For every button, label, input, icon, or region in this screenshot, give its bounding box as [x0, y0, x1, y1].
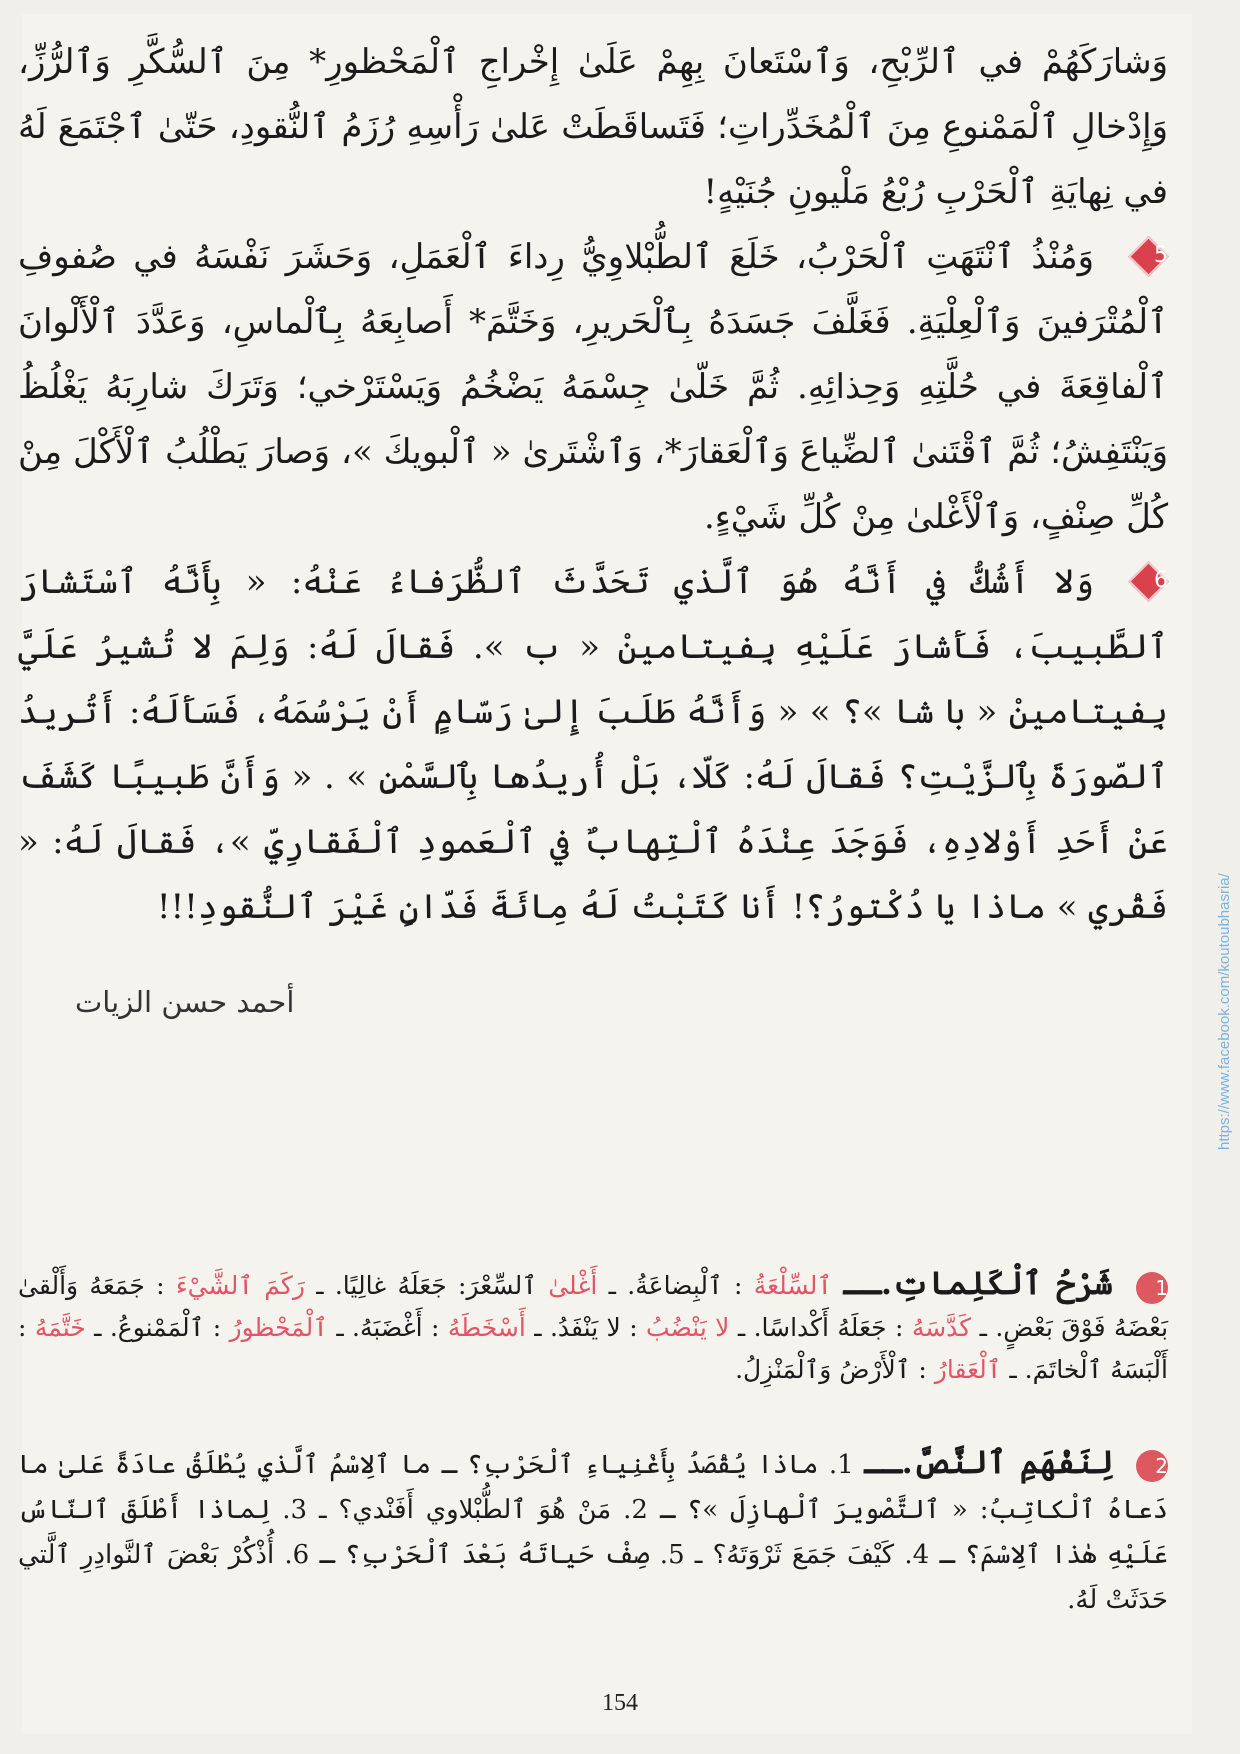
vocab-term: لا يَنْضُبُ: [646, 1313, 730, 1342]
paragraph-text: وَلا أَشُكُّ في أَنَّهُ هُوَ ٱلَّذي تَحَدَّثَ ٱلظُّرَفاءُ عَنْهُ: « بِأَنَّهُ ٱسْتَشارَ ٱلطَّبيبَ، فَأَشارَ عَلَيْهِ بِفيتامينْ « ب ». فَقالَ لَهُ: وَلِمَ لا تُشيرُ عَلَيَّ بِفيتامينْ « با شا »؟ » « وَأَنَّهُ طَلَبَ إِلىٰ رَسّامٍ أَنْ يَرْسُمَهُ، فَسَأَلَهُ: أَتُريدُ ٱلصّورَةَ بِٱلزَّيْتِ؟ فَقالَ لَهُ: كَلّا، بَلْ أُريدُها بِٱلسَّمْنِ » . « وَأَنَّ طَبيبًا كَشَفَ عَنْ أَحَدِ أَوْلادِهِ، فَوَجَدَ عِنْدَهُ ٱلْتِهابٌ في ٱلْعَمودِ ٱلْفَقارِيِّ »، فَقالَ لَهُ: « فَقْري » ماذا يا دُكْتورُ؟! أَنا كَتَبْتُ لَهُ مِائَةَ فَدّانٍ غَيْرَ ٱلنُّقودِ!!!: [18, 562, 1168, 927]
vocab-definition: : أَغْضَبَهُ. ـ: [336, 1313, 440, 1342]
paragraph-5: [18, 225, 1168, 550]
vocab-term: كَدَّسَهُ: [911, 1313, 972, 1342]
paragraph-number: 5: [1154, 243, 1168, 268]
comprehension-section: [18, 1440, 1168, 1623]
vocab-entry: [534, 1313, 729, 1342]
section-title: شَرْحُ ٱلْكَلِماتِ.ــ: [843, 1264, 1113, 1302]
vocab-definition: : ٱلْمَمْنوعُ. ـ: [94, 1313, 222, 1342]
vocab-term: أَغْلىٰ: [548, 1271, 598, 1300]
vocabulary-section: [18, 1262, 1168, 1391]
vocab-entry: [738, 1313, 971, 1342]
paragraph-number: 6: [1154, 568, 1169, 593]
vocab-definition: ٱلسِّعْرَ: جَعَلَهُ غالِيًا. ـ: [316, 1271, 537, 1300]
vocab-definition: : ٱلْبِضاعَةُ. ـ: [608, 1271, 743, 1300]
vocab-definition: : أَلْبَسَهُ ٱلْخاتَمَ. ـ: [18, 1313, 1168, 1384]
paragraph-number-badge: [1128, 236, 1168, 276]
vocab-term: أَسْخَطَهُ: [447, 1313, 526, 1342]
paragraph-number-badge: [1128, 561, 1168, 601]
section-number: 2: [1136, 1450, 1168, 1482]
comprehension-questions: 1. ماذا يُقْصَدُ بِأَغْنِياءِ ٱلْحَرْبِ؟ ـ ما ٱلِاسْمُ ٱلَّذي يُطْلَقُ عادَةً عَلىٰ ما دَعاهُ ٱلْكاتِبُ: « ٱلتَّصْويرَ ٱلْهازِلَ »؟ ـ 2. مَنْ هُوَ ٱلطُّبْلاوي أَفَنْدي؟ ـ 3. لِماذا أَطْلَقَ ٱلنّاسُ عَلَيْهِ هٰذا ٱلِاسْمَ؟ ـ 4. كَيْفَ جَمَعَ ثَرْوَتَهُ؟ ـ 5. صِفْ حَياتَهُ بَعْدَ ٱلْحَرْبِ؟ ـ 6. أُذْكُرْ بَعْضَ ٱلنَّوادِرِ ٱلَّتي حَدَثَتْ لَهُ.: [18, 1450, 1168, 1615]
main-text: [18, 30, 1168, 940]
vocab-term: ٱلسِّلْعَةُ: [753, 1271, 833, 1300]
vocab-definition: : لا يَنْفَدُ. ـ: [534, 1313, 638, 1342]
vocab-entry: [94, 1313, 328, 1342]
vocab-definition: : جَعَلَهُ أَكْداسًا. ـ: [737, 1313, 904, 1342]
paragraph-text: وَمُنْذُ ٱنْتَهَتِ ٱلْحَرْبُ، خَلَعَ ٱلطُّبْلاوِيُّ رِداءَ ٱلْعَمَلِ، وَحَشَرَ نَفْسَهُ في صُفوفِ ٱلْمُتْرَفينَ وَٱلْعِلْيَةِ. فَغَلَّفَ جَسَدَهُ بِٱلْحَريرِ، وَخَتَّمَ* أَصابِعَهُ بِٱلْماسِ، وَعَدَّدَ ٱلْأَلْوانَ ٱلْفاقِعَةَ في حُلَّتِهِ وَحِذائِهِ. ثُمَّ خَلّىٰ جِسْمَهُ يَضْخُمُ وَيَسْتَرْخي؛ وَتَرَكَ شارِبَهُ يَغْلُظُ وَيَنْتَفِشُ؛ ثُمَّ ٱقْتَنىٰ ٱلضِّياعَ وَٱلْعَقارَ*، وَٱشْتَرىٰ « ٱلْبويكَ »، وَصارَ يَطْلُبُ ٱلْأَكْلَ مِنْ كُلِّ صِنْفٍ، وَٱلْأَغْلىٰ مِنْ كُلِّ شَيْءٍ.: [18, 237, 1168, 537]
vocab-term: ٱلْمَحْظورُ: [229, 1313, 328, 1342]
section-number: 1: [1136, 1272, 1168, 1304]
vocab-definition: : ٱلْأَرْضُ وَٱلْمَنْزِلُ.: [735, 1355, 927, 1384]
vocab-entry: [336, 1313, 526, 1342]
vocab-term: رَكَمَ ٱلشَّيْءَ: [175, 1271, 305, 1300]
vocab-entry: [316, 1271, 597, 1300]
vocab-entry: [735, 1355, 1001, 1384]
vocab-term: ٱلْعَقارُ: [934, 1355, 1002, 1384]
paragraph-text: وَشارَكَهُمْ في ٱلرِّبْحِ، وَٱسْتَعانَ بِهِمْ عَلَىٰ إِخْراجِ ٱلْمَحْظورِ* مِنَ ٱلسُّكَّرِ وَٱلرُّزِّ، وَإِدْخالِ ٱلْمَمْنوعِ مِنَ ٱلْمُخَدِّراتِ؛ فَتَساقَطَتْ عَلىٰ رَأْسِهِ رُزَمُ ٱلنُّقودِ، حَتّىٰ ٱجْتَمَعَ لَهُ في نِهايَةِ ٱلْحَرْبِ رُبْعُ مَلْيونِ جُنَيْهٍ!: [18, 42, 1168, 212]
section-title: لِنَفْهَمِ ٱلنَّصَّ.ــ: [864, 1443, 1114, 1481]
author-name: أحمد حسن الزيات: [75, 985, 295, 1019]
vocab-definition: : جَمَعَهُ وَأَلْقىٰ بَعْضَهُ فَوْقَ بَعْضٍ. ـ: [18, 1271, 1169, 1342]
watermark-link: https://www.facebook.com/koutoubhasria/: [1216, 873, 1233, 1150]
vocab-term: خَتَّمَهُ: [34, 1313, 86, 1342]
paragraph-4-continuation: [18, 30, 1168, 225]
paragraph-6: [18, 550, 1168, 940]
page-number: 154: [602, 1690, 638, 1716]
vocab-entry: [609, 1271, 832, 1300]
